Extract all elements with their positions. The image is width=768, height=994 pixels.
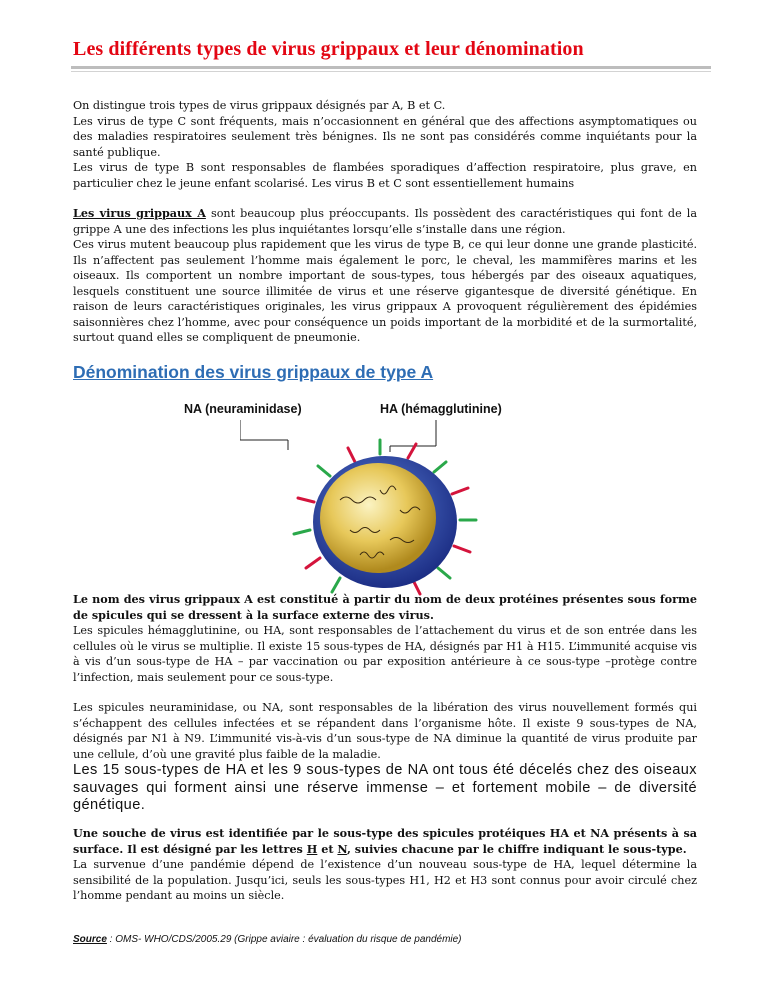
virus-core — [320, 463, 436, 573]
virus-diagram — [240, 410, 560, 596]
strain-paragraph — [73, 826, 697, 857]
strain-section — [73, 826, 697, 904]
naming-section — [73, 592, 697, 762]
strain-text-b: et — [317, 841, 338, 856]
label-na: NA (neuraminidase) — [184, 402, 302, 416]
na-paragraph: Les spicules neuraminidase, ou NA, sont responsables de la libération des virus nouvellement formés qui s’échappent des cellules infectées et se répandent dans l’organisme hôte. Il existe 9 sous-types de NA, désignés par N1 à N9. L’immunité vis-à-vis d’un sous-type de NA diminue la quantité de virus produite par une cellule, d’où une gravité plus faible de la maladie. — [73, 701, 697, 761]
strain-letter-n: N — [337, 841, 347, 856]
strain-text-a: Une souche de virus est identifiée par le sous-type des spicules protéiques HA et NA présents à sa surface. Il est désigné par les lettres — [73, 826, 697, 856]
type-a-paragraph-1 — [73, 206, 697, 237]
subtypes-paragraph: Les 15 sous-types de HA et les 9 sous-types de NA ont tous été décelés chez des oiseaux sauvages qui forment ainsi une réserve immense – et fortement mobile – de diversité génétique. — [73, 762, 697, 813]
section-heading: Dénomination des virus grippaux de type A — [73, 362, 434, 382]
strain-letter-h: H — [306, 841, 318, 856]
naming-intro: Le nom des virus grippaux A est constitué à partir du nom de deux protéines présentes sous forme de spicules qui se dressent à la surface externe des virus. — [73, 592, 697, 622]
page-title: Les différents types de virus grippaux et leur dénomination — [73, 38, 584, 60]
type-a-text: sont beaucoup plus préoccupants. Ils possèdent des caractéristiques qui font de la grippe A une des infections les plus inquiétantes lorsqu’elle s’installe dans une région. — [73, 207, 697, 236]
ha-paragraph: Les spicules hémagglutinine, ou HA, sont responsables de l’attachement du virus et de son entrée dans les cellules où le virus se multiplie. Il existe 15 sous-types de HA, désignés par H1 à H15. L’immunité acquise vis à vis d’un sous-type de HA – par vaccination ou par exposition antérieure à ce sous-type –protège contre l’infection, mais seulement pour ce sous-type. — [73, 624, 697, 684]
type-a-section — [73, 206, 697, 346]
na-pointer — [240, 420, 288, 450]
source-label: Source — [73, 934, 107, 945]
strain-text-c: , suivies chacune par le chiffre indiquant le sous-type. — [346, 841, 687, 856]
intro-paragraph-2: Les virus de type C sont fréquents, mais n’occasionnent en général que des affections asymptomatiques ou des maladies respiratoires seulement très bénignes. Ils ne sont pas considérés comme inquiétants pour la santé publique. — [73, 114, 697, 159]
intro-paragraph-1: On distingue trois types de virus grippaux désignés par A, B et C. — [73, 99, 446, 112]
source-note — [73, 934, 462, 945]
pandemic-paragraph: La survenue d’une pandémie dépend de l’existence d’un nouveau sous-type de HA, lequel détermine la sensibilité de la population. Jusqu’ici, seuls les sous-types H1, H2 et H3 sont connus pour avoir circulé chez l’homme pendant au moins un siècle. — [73, 858, 697, 902]
title-rule-thin — [71, 71, 711, 72]
intro-paragraph-3: Les virus de type B sont responsables de flambées sporadiques d’affection respiratoire, plus grave, en particulier chez le jeune enfant scolarisé. Les virus B et C sont essentiellement humains — [73, 161, 697, 190]
type-a-lead: Les virus grippaux A — [73, 206, 206, 220]
type-a-paragraph-2: Ces virus mutent beaucoup plus rapidement que les virus de type B, ce qui leur donne une grande plasticité. Ils n’affectent pas seulement l’homme mais également le porc, le cheval, les mammifères marins et les oiseaux. Ils comportent un nombre important de sous-types, tous hébergés par des oiseaux aquatiques, lesquels constituent une source illimitée de virus et une réserve gigantesque de diversité génétique. En raison de leurs caractéristiques originales, les virus grippaux A provoquent régulièrement des épidémies saisonnières chez l’homme, avec pour conséquence un poids important de la morbidité et de la surmortalité, surtout quand elles se compliquent de pneumonie. — [73, 238, 697, 344]
title-rule — [71, 66, 711, 69]
source-text: : OMS- WHO/CDS/2005.29 (Grippe aviaire : évaluation du risque de pandémie) — [106, 934, 462, 945]
intro-section — [73, 98, 697, 191]
label-ha: HA (hémagglutinine) — [380, 402, 502, 416]
